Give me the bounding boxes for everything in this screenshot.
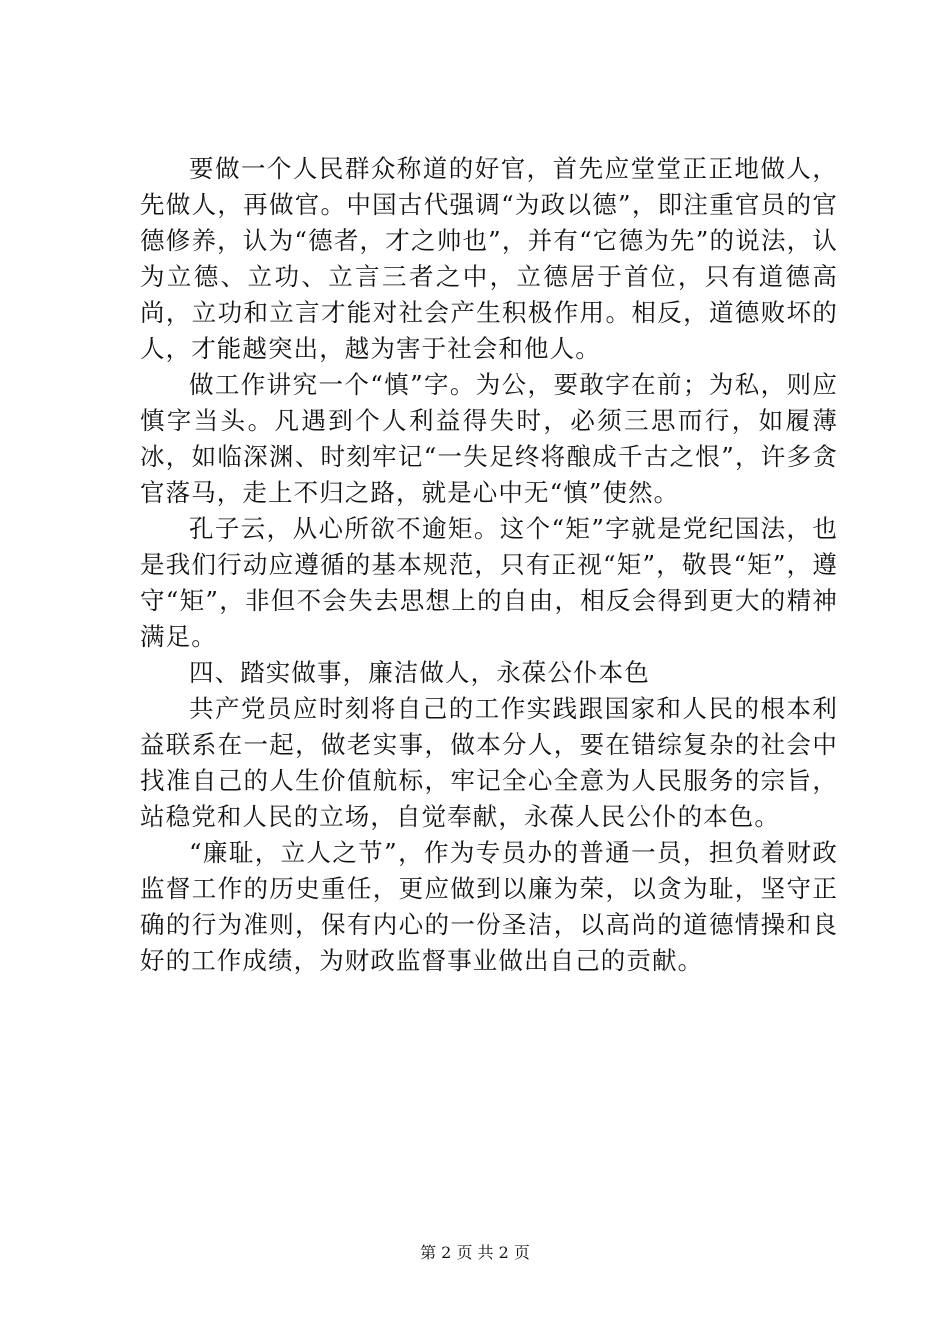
paragraph-integrity: “廉耻，立人之节”，作为专员办的普通一员，担负着财政监督工作的历史重任，更应做到以廉为荣，以贪为耻，坚守正确的行为准则，保有内心的一份圣洁，以高尚的道德情操和良好的工作成绩，为财政监督事业做出自己的贡献。 [140, 838, 838, 975]
paragraph-rules: 孔子云，从心所欲不逾矩。这个“矩”字就是党纪国法，也是我们行动应遵循的基本规范，只有正视“矩”，敬畏“矩”，遵守“矩”，非但不会失去思想上的自由，相反会得到更大的精神满足。 [140, 514, 838, 651]
paragraph-party-member: 共产党员应时刻将自己的工作实践跟国家和人民的根本利益联系在一起，做老实事，做本分人，要在错综复杂的社会中找准自己的人生价值航标，牢记全心全意为人民服务的宗旨，站稳党和人民的立场，自觉奉献，永葆人民公仆的本色。 [140, 694, 838, 831]
section-heading: 四、踏实做事，廉洁做人，永葆公仆本色 [189, 658, 650, 687]
page-number-footer: 第 2 页 共 2 页 [420, 1243, 530, 1262]
paragraph-good-official: 要做一个人民群众称道的好官，首先应堂堂正正地做人，先做人，再做官。中国古代强调“为政以德”，即注重官员的官德修养，认为“德者，才之帅也”，并有“它德为先”的说法，认为立德、立功、立言三者之中，立德居于首位，只有道德高尚，立功和立言才能对社会产生积极作用。相反，道德败坏的人，才能越突出，越为害于社会和他人。 [140, 154, 838, 363]
paragraph-caution: 做工作讲究一个“慎”字。为公，要敢字在前；为私，则应慎字当头。凡遇到个人利益得失时，必须三思而行，如履薄冰，如临深渊、时刻牢记“一失足终将酿成千古之恨”，许多贪官落马，走上不归之路，就是心中无“慎”使然。 [140, 370, 838, 507]
document-body [140, 151, 838, 979]
